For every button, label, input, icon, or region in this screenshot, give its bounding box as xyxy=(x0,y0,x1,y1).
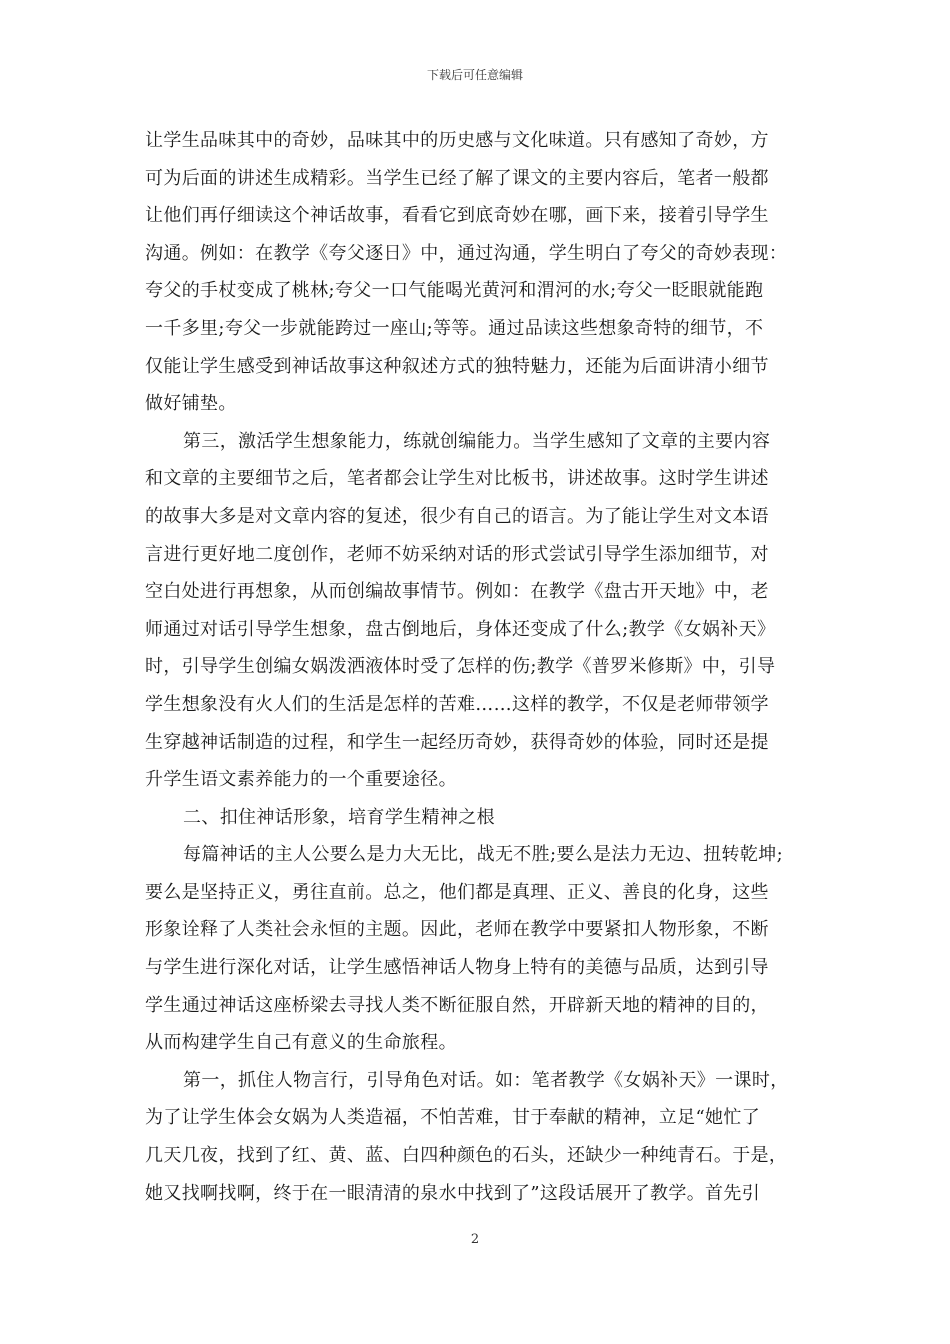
paragraph-start-line: 第三，激活学生想象能力，练就创编能力。当学生感知了文章的主要内容 xyxy=(183,430,771,452)
text-line: 空白处进行再想象，从而创编故事情节。例如：在教学《盘古开天地》中，老 xyxy=(145,581,769,603)
text-line: 言进行更好地二度创作，老师不妨采纳对话的形式尝试引导学生添加细节，对 xyxy=(145,543,769,565)
paragraph-start-line: 第一，抓住人物言行，引导角色对话。如：笔者教学《女娲补天》一课时， xyxy=(183,1069,789,1091)
text-line: 和文章的主要细节之后，笔者都会让学生对比板书，讲述故事。这时学生讲述 xyxy=(145,468,769,490)
page-number: 2 xyxy=(470,1232,480,1247)
text-line: 仅能让学生感受到神话故事这种叙述方式的独特魅力，还能为后面讲清小细节 xyxy=(145,355,769,377)
text-line: 夸父的手杖变成了桃林;夸父一口气能喝光黄河和渭河的水;夸父一眨眼就能跑 xyxy=(145,280,764,302)
text-line: 形象诠释了人类社会永恒的主题。因此，老师在教学中要紧扣人物形象，不断 xyxy=(145,919,769,941)
document-body xyxy=(145,122,810,1212)
text-line: 做好铺垫。 xyxy=(145,393,237,415)
text-line: 升学生语文素养能力的一个重要途径。 xyxy=(145,769,457,791)
text-line: 为了让学生体会女娲为人类造福，不怕苦难，甘于奉献的精神，立足“她忙了 xyxy=(145,1107,761,1129)
text-line: 可为后面的讲述生成精彩。当学生已经了解了课文的主要内容后，笔者一般都 xyxy=(145,167,769,189)
text-line: 让学生品味其中的奇妙，品味其中的历史感与文化味道。只有感知了奇妙，方 xyxy=(145,130,769,151)
text-line: 她又找啊找啊，终于在一眼清清的泉水中找到了”这段话展开了教学。首先引 xyxy=(145,1182,761,1204)
text-line: 沟通。例如：在教学《夸父逐日》中，通过沟通，学生明白了夸父的奇妙表现： xyxy=(145,242,788,264)
text-line: 从而构建学生自己有意义的生命旅程。 xyxy=(145,1032,457,1054)
text-line: 让他们再仔细读这个神话故事，看看它到底奇妙在哪，画下来，接着引导学生 xyxy=(145,205,769,227)
paragraph-start-line: 每篇神话的主人公要么是力大无比，战无不胜;要么是法力无边、扭转乾坤; xyxy=(183,844,784,866)
text-line: 的故事大多是对文章内容的复述，很少有自己的语言。为了能让学生对文本语 xyxy=(145,505,769,527)
text-line: 几天几夜，找到了红、黄、蓝、白四种颜色的石头，还缺少一种纯青石。于是， xyxy=(145,1145,788,1167)
text-line: 一千多里;夸父一步就能跨过一座山;等等。通过品读这些想象奇特的细节，不 xyxy=(145,317,764,339)
text-line: 生穿越神话制造的过程，和学生一起经历奇妙，获得奇妙的体验，同时还是提 xyxy=(145,731,769,753)
text-line: 与学生进行深化对话，让学生感悟神话人物身上特有的美德与品质，达到引导 xyxy=(145,957,769,979)
text-line: 时，引导学生创编女娲泼洒液体时受了怎样的伤;教学《普罗米修斯》中，引导 xyxy=(145,656,776,678)
text-line: 要么是坚持正义，勇往直前。总之，他们都是真理、正义、善良的化身，这些 xyxy=(145,881,769,903)
text-line: 师通过对话引导学生想象，盘古倒地后，身体还变成了什么;教学《女娲补天》 xyxy=(145,618,776,640)
text-line: 学生通过神话这座桥梁去寻找人类不断征服自然，开辟新天地的精神的目的， xyxy=(145,994,769,1016)
section-heading: 二、扣住神话形象，培育学生精神之根 xyxy=(183,806,495,828)
text-line: 学生想象没有火人们的生活是怎样的苦难……这样的教学，不仅是老师带领学 xyxy=(145,693,769,715)
page-header: 下载后可任意编辑 xyxy=(426,68,523,82)
